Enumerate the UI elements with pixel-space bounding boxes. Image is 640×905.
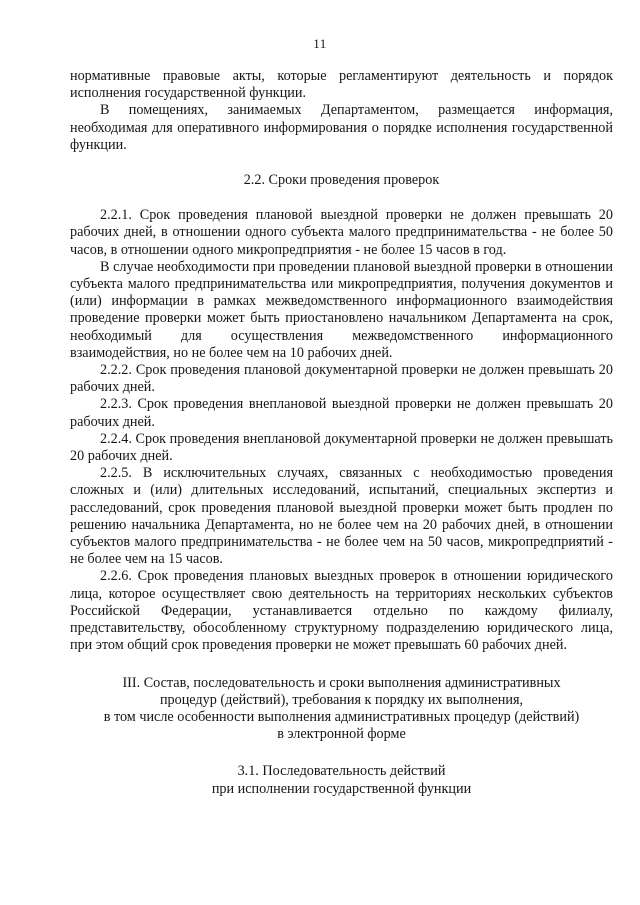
document-body — [70, 68, 613, 798]
section-2-2-heading: 2.2. Сроки проведения проверок — [243, 172, 440, 189]
paragraph-2-2-1: 2.2.1. Срок проведения плановой выездной проверки не должен превышать 20 рабочих дней, в отношении одного субъекта малого предпринимательства - не более 50 часов, в отношении одного микропредприятия - не более 15 часов в год. — [70, 207, 613, 258]
paragraph-2-2-5: 2.2.5. В исключительных случаях, связанных с необходимостью проведения сложных и (или) длительных исследований, испытаний, специальных экспертиз и расследований, срок проведения плановой выездной проверки может быть продлен по решению начальника Департамента, но не более чем на 20 рабочих дней, в отношении субъектов малого предпринимательства - не более чем на 50 часов, микропредприятий - не более чем на 15 часов. — [70, 465, 613, 568]
intro-paragraph-2: В помещениях, занимаемых Департаментом, размещается информация, необходимая для оперативного информирования о порядке исполнения государственной функции. — [70, 102, 613, 153]
section-3-title — [70, 675, 613, 744]
paragraph-2-2-3: 2.2.3. Срок проведения внеплановой выездной проверки не должен превышать 20 рабочих дней. — [70, 396, 613, 430]
paragraph-2-2-2: 2.2.2. Срок проведения плановой документарной проверки не должен превышать 20 рабочих дней. — [70, 362, 613, 396]
paragraph-2-2-6: 2.2.6. Срок проведения плановых выездных проверок в отношении юридического лица, которое осуществляет свою деятельность на территориях нескольких субъектов Российской Федерации, устанавливается отдельно по каждому филиалу, представительству, обособленному структурному подразделению юридического лица, при этом общий срок проведения проверки не может превышать 60 рабочих дней. — [70, 568, 613, 654]
intro-paragraph-1: нормативные правовые акты, которые регламентируют деятельность и порядок исполнения государственной функции. — [70, 68, 613, 102]
section-3-title-line: III. Состав, последовательность и сроки выполнения административных — [122, 674, 561, 691]
section-3-title-line: процедур (действий), требования к порядку их выполнения, — [159, 691, 524, 708]
paragraph-2-2-4: 2.2.4. Срок проведения внеплановой документарной проверки не должен превышать 20 рабочих дней. — [70, 430, 613, 465]
page-number: 11 — [313, 36, 327, 51]
section-3-title-line: в электронной форме — [277, 726, 406, 743]
section-3-1-title-line: при исполнении государственной функции — [211, 780, 472, 797]
paragraph-2-2-1-continued: В случае необходимости при проведении плановой выездной проверки в отношении субъекта малого предпринимательства или микропредприятия, получения документов и (или) информации в рамках межведомственного информационного взаимодействия проведение проверки может быть приостановлено начальником Департамента на срок, необходимый для осуществления межведомственного информационного взаимодействия, но не более чем на 10 рабочих дней. — [70, 258, 613, 361]
section-3-title-line: в том числе особенности выполнения административных процедур (действий) — [103, 708, 580, 725]
section-3-1-title — [70, 763, 613, 797]
section-3-1-title-line: 3.1. Последовательность действий — [237, 763, 446, 780]
